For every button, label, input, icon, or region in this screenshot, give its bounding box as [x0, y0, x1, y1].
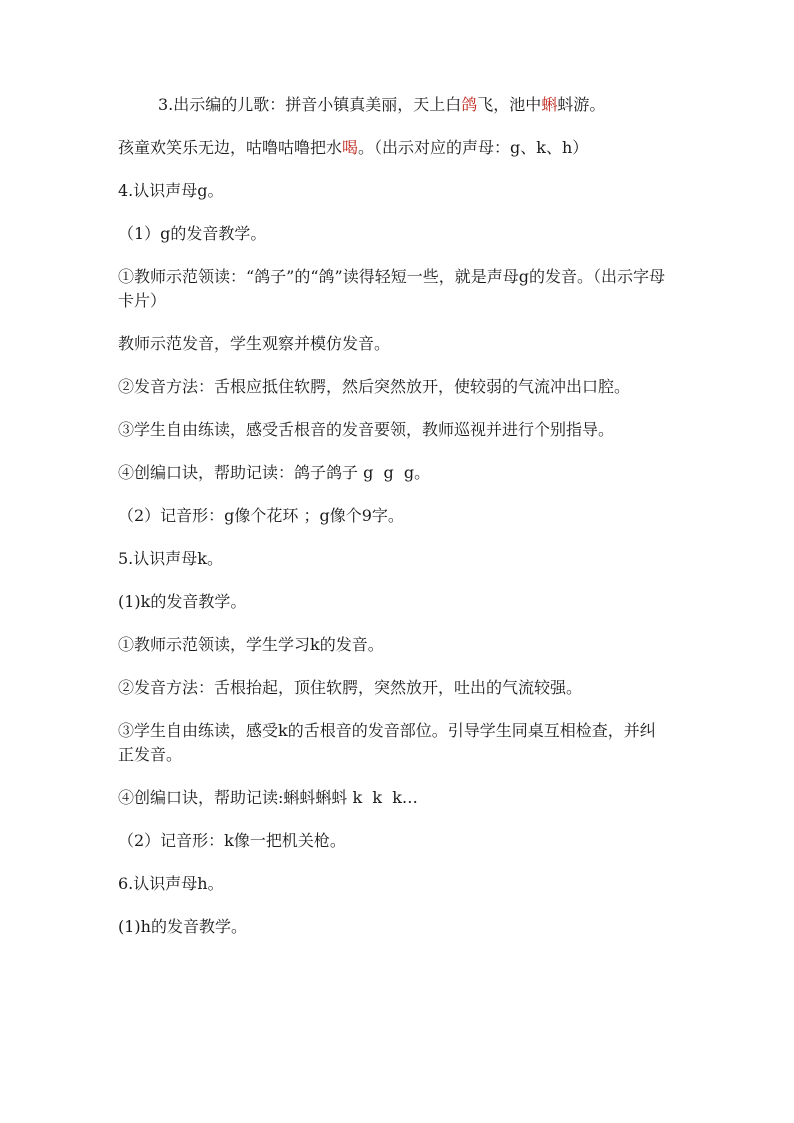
paragraph: ②发音方法：舌根抬起，顶住软腭，突然放开，吐出的气流较强。	[118, 678, 583, 697]
paragraph: ①教师示范领读：“鸽子”的“鸽”读得轻短一些，就是声母g的发音。（出示字母卡片）	[118, 267, 665, 310]
subheading-k-shape: （2）记音形：k像一把机关枪。	[118, 831, 346, 850]
paragraph: ③学生自由练读，感受舌根音的发音要领，教师巡视并进行个别指导。	[118, 420, 615, 439]
paragraph: ②发音方法：舌根应抵住软腭，然后突然放开，使较弱的气流冲出口腔。	[118, 377, 631, 396]
paragraph: ④创编口诀，帮助记读:蝌蚪蝌蚪 k k k…	[118, 788, 418, 807]
highlight-char: 喝	[342, 138, 359, 157]
paragraph: ①教师示范领读，学生学习k的发音。	[118, 635, 384, 654]
document-body	[118, 93, 670, 958]
subheading-k-pronunciation: (1)k的发音教学。	[118, 592, 247, 611]
subheading-g-pronunciation: （1）g的发音教学。	[118, 224, 267, 243]
paragraph-poem-line-1: 3.出示编的儿歌：拼音小镇真美丽，天上白鸽飞，池中蝌蚪游。	[158, 95, 606, 114]
paragraph: ④创编口诀，帮助记读：鸽子鸽子 g g g。	[118, 463, 431, 482]
section-heading-k: 5.认识声母k。	[118, 549, 223, 568]
paragraph-poem-line-2: 孩童欢笑乐无边，咕噜咕噜把水喝。（出示对应的声母：g、k、h）	[118, 138, 589, 157]
highlight-char: 蝌	[541, 95, 558, 114]
section-heading-h: 6.认识声母h。	[118, 874, 224, 893]
paragraph: 教师示范发音，学生观察并模仿发音。	[118, 334, 391, 353]
highlight-char: 鸽	[461, 95, 478, 114]
paragraph: ③学生自由练读，感受k的舌根音的发音部位。引导学生同桌互相检查，并纠正发音。	[118, 721, 656, 764]
section-heading-g: 4.认识声母g。	[118, 181, 224, 200]
subheading-g-shape: （2）记音形：g像个花环 ；g像个9字。	[118, 506, 404, 525]
subheading-h-pronunciation: (1)h的发音教学。	[118, 917, 247, 936]
